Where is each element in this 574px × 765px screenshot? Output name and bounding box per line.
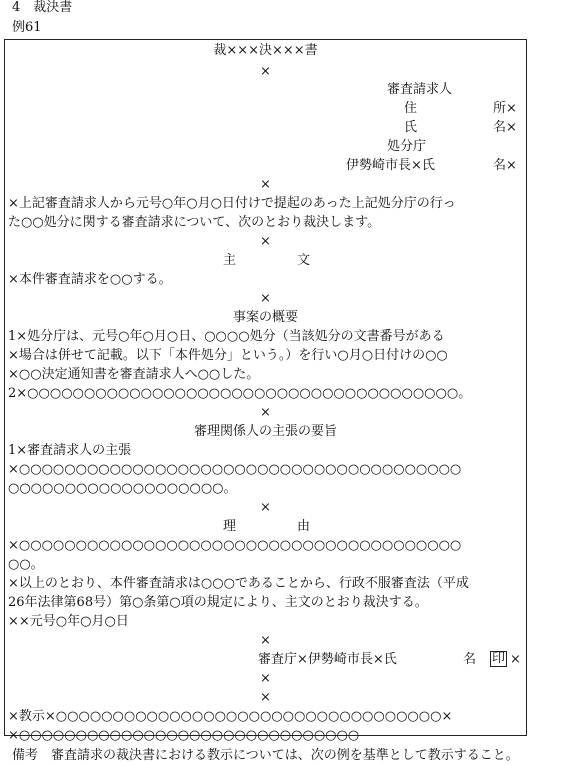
outline-heading: 事案の概要: [232, 310, 298, 325]
section-title: 4 裁決書: [12, 0, 73, 15]
requester-heading: 審査請求人: [387, 82, 453, 97]
signature-name-label: 名: [463, 652, 477, 667]
example-label: 例61: [12, 20, 42, 35]
footer-note: 備考 審査請求の裁決書における教示については、次の例を基準として教示すること。: [12, 748, 519, 763]
reason-heading-end: 由: [297, 519, 311, 534]
intro-line: ×上記審査請求人から元号○年○月○日付けで提起のあった上記処分庁の行っ: [8, 196, 456, 211]
last-line: ×○○○○○○○○○○○○○○○○○○○○○○○○○○○○○○: [8, 728, 360, 743]
reason-line: 26年法律第68号）第○条第○項の規定により、主文のとおり裁決する。: [8, 595, 428, 610]
outline-line: ×場合は併せて記載。以下「本件処分」という。）を行い○月○日付けの○○: [8, 348, 448, 363]
outline-line: 2×○○○○○○○○○○○○○○○○○○○○○○○○○○○○○○○○○○○○○○。: [8, 386, 472, 401]
cross-mark: ×: [260, 671, 271, 686]
main-heading-end: 文: [297, 253, 311, 268]
cross-mark: ×: [260, 500, 271, 515]
cross-mark: ×: [260, 405, 271, 420]
seal-mark: [490, 651, 507, 667]
requester-name-label: 氏: [404, 120, 418, 135]
date-line: ××元号○年○月○日: [8, 614, 129, 629]
parties-line: ×○○○○○○○○○○○○○○○○○○○○○○○○○○○○○○○○○○○○○○○: [8, 462, 462, 477]
reason-line: ○○。: [8, 557, 44, 572]
agency-name: 伊勢崎市長×氏: [346, 158, 435, 173]
main-heading: 主: [223, 253, 237, 268]
requester-address-label-end: 所×: [493, 101, 517, 116]
reason-line: ×○○○○○○○○○○○○○○○○○○○○○○○○○○○○○○○○○○○○○○○: [8, 538, 462, 553]
cross-mark: ×: [260, 633, 271, 648]
agency-heading: 処分庁: [387, 139, 427, 154]
reason-line: ×以上のとおり、本件審査請求は○○○であることから、行政不服審査法（平成: [8, 576, 469, 591]
outline-line: 1×処分庁は、元号○年○月○日、○○○○処分（当該処分の文書番号がある: [8, 329, 445, 344]
cross-mark: ×: [260, 234, 271, 249]
cross-mark: ×: [260, 64, 271, 79]
cross-mark: ×: [260, 690, 271, 705]
outline-line: ×○○決定通知書を審査請求人へ○○した。: [8, 367, 260, 382]
main-text: ×本件審査請求を○○する。: [8, 272, 172, 287]
parties-line: ○○○○○○○○○○○○○○○○○○○。: [8, 481, 237, 496]
instruction-line: ×教示×○○○○○○○○○○○○○○○○○○○○○○○○○○○○○○○○○○×: [8, 709, 453, 724]
signature-agency: 審査庁×伊勢崎市長×氏: [258, 652, 397, 667]
parties-heading: 審理関係人の主張の要旨: [193, 424, 337, 439]
document-title: 裁×××決×××書: [213, 43, 318, 58]
agency-name-end: 名×: [493, 158, 517, 173]
seal-text: 印: [492, 651, 506, 666]
signature-trailing: ×: [510, 652, 521, 667]
requester-address-label: 住: [404, 101, 418, 116]
parties-line: 1×審査請求人の主張: [8, 443, 132, 458]
reason-heading: 理: [223, 519, 237, 534]
cross-mark: ×: [260, 291, 271, 306]
intro-line: た○○処分に関する審査請求について、次のとおり裁決します。: [8, 215, 381, 230]
requester-name-label-end: 名×: [493, 120, 517, 135]
cross-mark: ×: [260, 177, 271, 192]
